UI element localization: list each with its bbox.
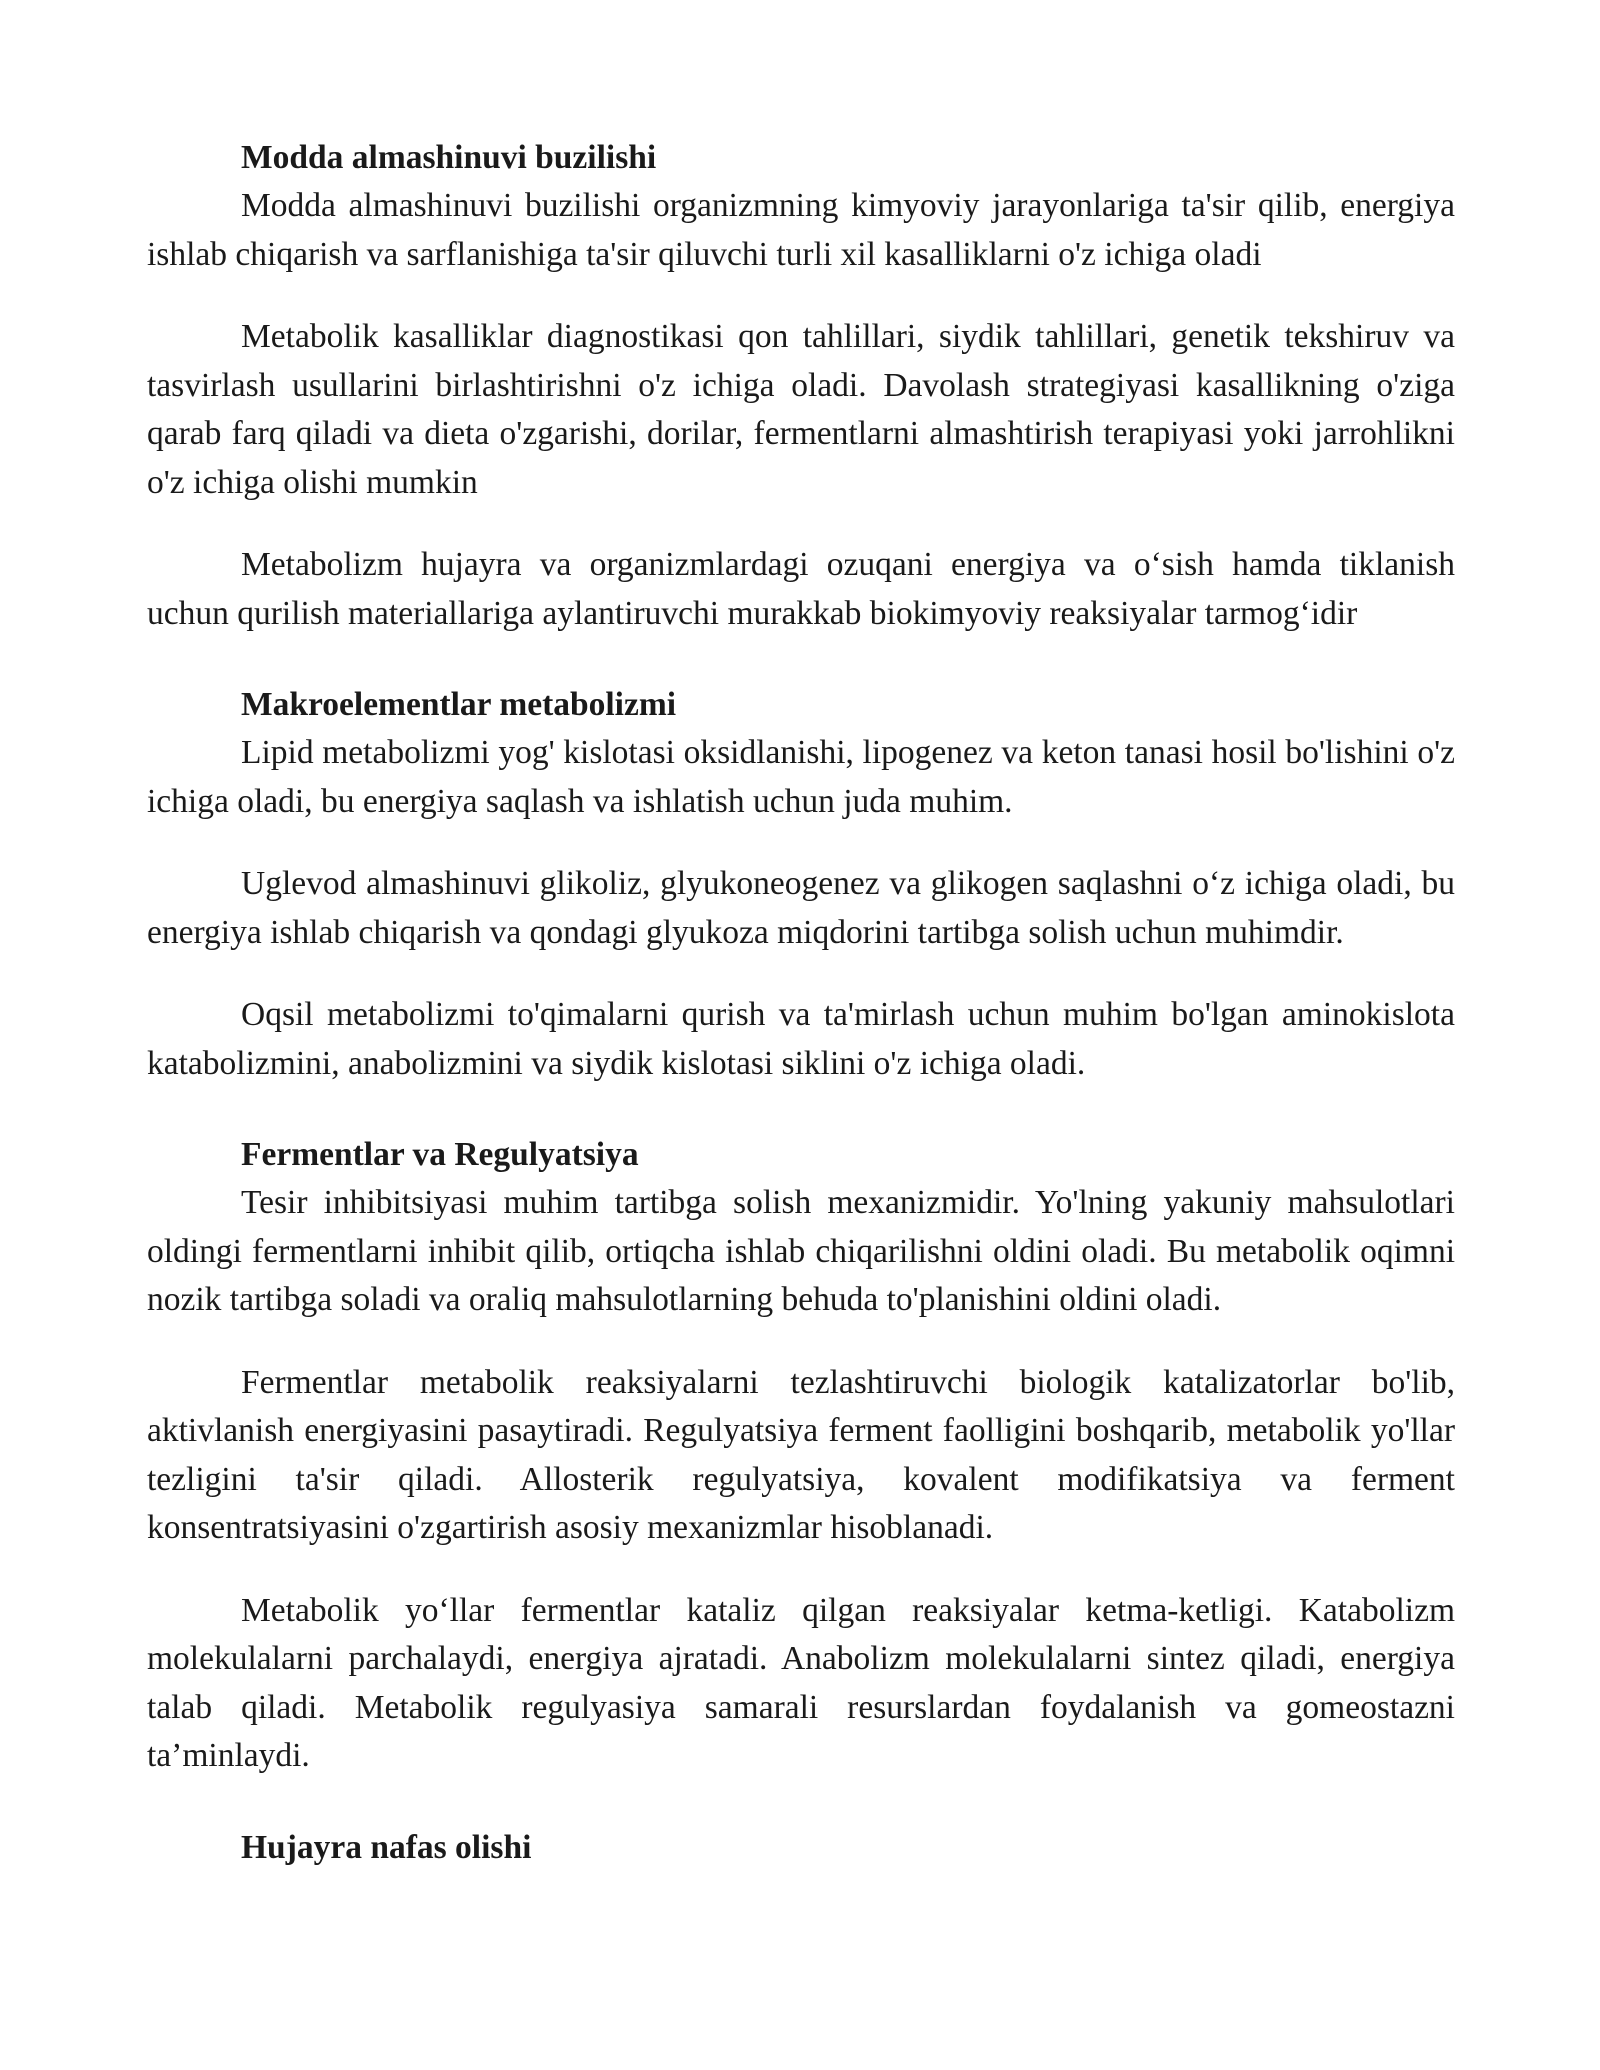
document-page [147, 134, 1455, 1872]
section-heading: Makroelementlar metabolizmi [241, 686, 677, 723]
section-heading: Hujayra nafas olishi [241, 1828, 532, 1866]
paragraph: Metabolik kasalliklar diagnostikasi qon tahlillari, siydik tahlillari, genetik tekshiruv va tasvirlash usullarini birlashtirishni o'z ichiga oladi. Davolash strategiyasi kasallikning o'ziga qarab farq qiladi va dieta o'zgarishi, dorilar, fermentlarni almashtirish terapiyasi yoki jarrohlikni o'z ichiga olishi mumkin [147, 318, 1455, 501]
section-heading: Modda almashinuvi buzilishi [241, 139, 657, 176]
paragraph: Modda almashinuvi buzilishi organizmning kimyoviy jarayonlariga ta'sir qilib, energiya ishlab chiqarish va sarflanishiga ta'sir qiluvchi turli xil kasalliklarni o'z ichiga oladi [147, 187, 1455, 273]
paragraph: Oqsil metabolizmi to'qimalarni qurish va ta'mirlash uchun muhim bo'lgan aminokislota katabolizmini, anabolizmini va siydik kislotasi siklini o'z ichiga oladi. [147, 996, 1455, 1082]
paragraph: Metabolizm hujayra va organizmlardagi ozuqani energiya va o‘sish hamda tiklanish uchun qurilish materiallariga aylantiruvchi murakkab biokimyoviy reaksiyalar tarmog‘idir [147, 546, 1455, 632]
paragraph: Tesir inhibitsiyasi muhim tartibga solish mexanizmidir. Yo'lning yakuniy mahsulotlari oldingi fermentlarni inhibit qilib, ortiqcha ishlab chiqarilishni oldini oladi. Bu metabolik oqimni nozik tartibga soladi va oraliq mahsulotlarning behuda to'planishini oldini oladi. [147, 1184, 1455, 1318]
paragraph: Fermentlar metabolik reaksiyalarni tezlashtiruvchi biologik katalizatorlar bo'lib, aktivlanish energiyasini pasaytiradi. Regulyatsiya ferment faolligini boshqarib, metabolik yo'llar tezligini ta'sir qiladi. Allosterik regulyatsiya, kovalent modifikatsiya va ferment konsentratsiyasini o'zgartirish asosiy mexanizmlar hisoblanadi. [147, 1363, 1455, 1546]
paragraph: Lipid metabolizmi yog' kislotasi oksidlanishi, lipogenez va keton tanasi hosil bo'lishini o'z ichiga oladi, bu energiya saqlash va ishlatish uchun juda muhim. [147, 734, 1455, 820]
section-heading: Fermentlar va Regulyatsiya [241, 1136, 639, 1173]
paragraph: Metabolik yo‘llar fermentlar kataliz qilgan reaksiyalar ketma-ketligi. Katabolizm molekulalarni parchalaydi, energiya ajratadi. Anabolizm molekulalarni sintez qiladi, energiya talab qiladi. Metabolik regulyasiya samarali resurslardan foydalanish va gomeostazni ta’minlaydi. [147, 1591, 1455, 1774]
paragraph: Uglevod almashinuvi glikoliz, glyukoneogenez va glikogen saqlashni o‘z ichiga oladi, bu energiya ishlab chiqarish va qondagi glyukoza miqdorini tartibga solish uchun muhimdir. [147, 865, 1455, 951]
